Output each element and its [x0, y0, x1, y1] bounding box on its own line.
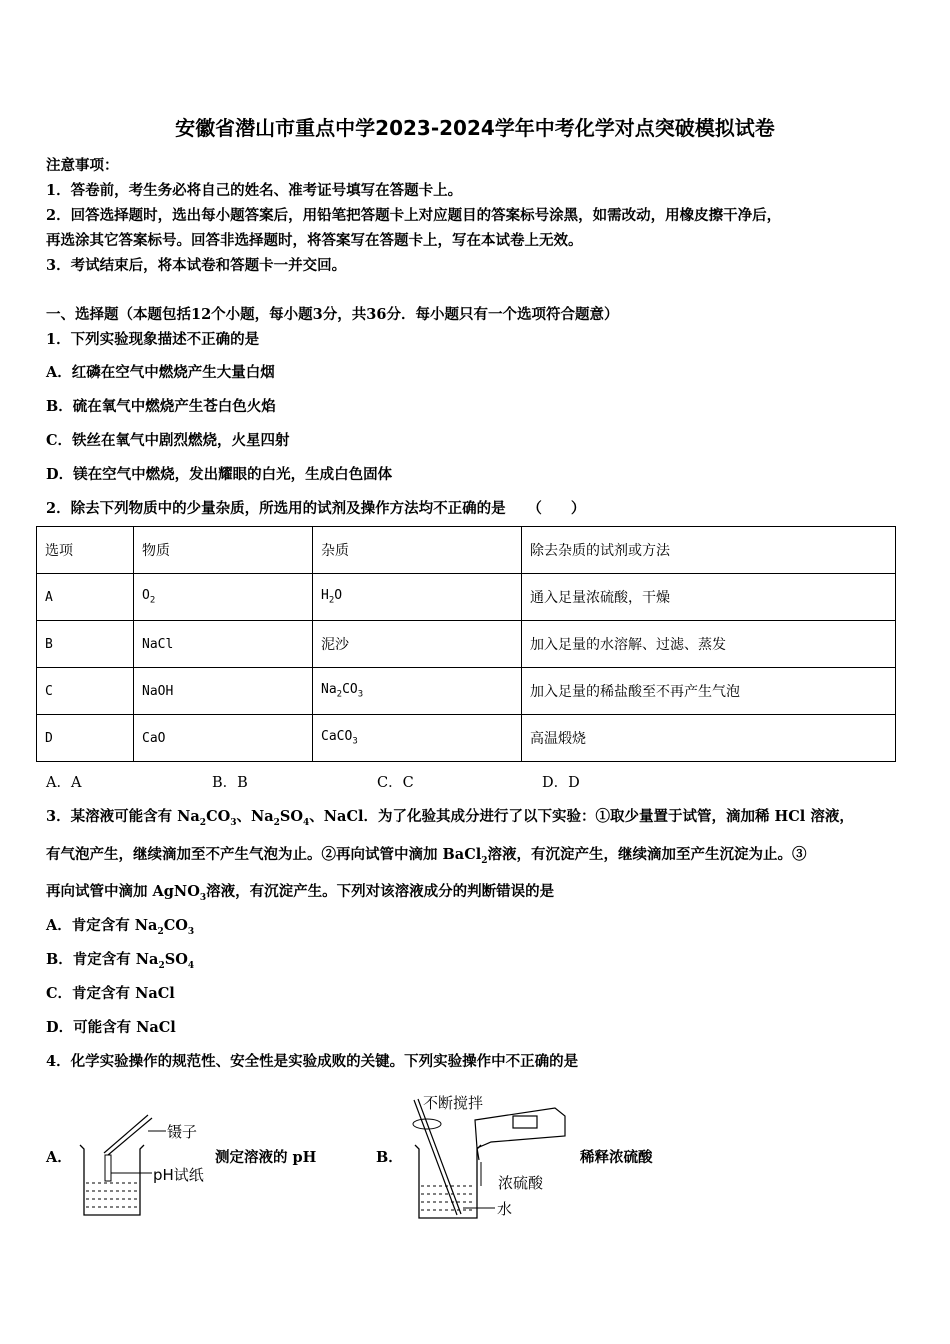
q1-option-b: B．硫在氧气中燃烧产生苍白色火焰	[46, 398, 276, 415]
q2-stem: 2．除去下列物质中的少量杂质，所选用的试剂及操作方法均不正确的是 （ ）	[46, 500, 586, 517]
tweezers-label: 镊子	[167, 1123, 198, 1141]
row-option: A	[37, 574, 134, 621]
q3-option-d: D．可能含有 NaCl	[46, 1019, 176, 1036]
q1-option-c: C．铁丝在氧气中剧烈燃烧，火星四射	[46, 432, 290, 449]
water-label: 水	[497, 1200, 513, 1218]
row-impurity: CaCO$_3$	[313, 715, 522, 762]
ph-paper-label: pH试纸	[153, 1166, 204, 1184]
row-substance: NaOH	[134, 668, 313, 715]
header-option: 选项	[37, 527, 134, 574]
q4-option-a-label: A．	[46, 1149, 72, 1166]
q3-line-2: 有气泡产生，继续滴加至不产生气泡为止。②再向试管中滴加 BaCl$_2$溶液，有沉淀产生，继续滴加至产生沉淀为止。③	[46, 846, 807, 866]
q2-table	[36, 526, 896, 762]
q4-stem: 4．化学实验操作的规范性、安全性是实验成败的关键。下列实验操作中不正确的是	[46, 1053, 579, 1070]
row-method: 高温煅烧	[522, 715, 896, 762]
q3-option-a: A．肯定含有 $Na_2CO_3$	[46, 917, 195, 937]
table-header-row	[37, 527, 896, 574]
stir-label: 不断搅拌	[423, 1094, 484, 1112]
row-substance: CaO	[134, 715, 313, 762]
beaker-icon	[415, 1145, 481, 1218]
notice-heading: 注意事项：	[46, 157, 119, 174]
q4-option-b-label: B．	[376, 1149, 403, 1166]
q3-option-b: B．肯定含有 $Na_2SO_4$	[46, 951, 195, 971]
q1-option-a: A．红磷在空气中燃烧产生大量白烟	[46, 364, 275, 381]
table-row	[37, 621, 896, 668]
table-row	[37, 668, 896, 715]
page-title: 安徽省潜山市重点中学2023-2024学年中考化学对点突破模拟试卷	[175, 116, 775, 140]
beaker-icon	[80, 1145, 144, 1215]
row-option: D	[37, 715, 134, 762]
table-row	[37, 574, 896, 621]
row-impurity: 泥沙	[313, 621, 522, 668]
row-substance: $O_2$	[134, 574, 313, 621]
section-heading: 一、选择题（本题包括12个小题，每小题3分，共36分．每小题只有一个选项符合题意）	[46, 306, 619, 323]
ph-paper-icon	[105, 1155, 111, 1181]
row-method: 加入足量的水溶解、过滤、蒸发	[522, 621, 896, 668]
tweezers-icon	[104, 1115, 152, 1155]
q4-option-b-caption: 稀释浓硫酸	[580, 1149, 653, 1166]
notice-line-2b: 再选涂其它答案标号。回答非选择题时，将答案写在答题卡上，写在本试卷上无效。	[46, 232, 583, 249]
q3-line-3: 再向试管中滴加 AgNO$_3$溶液，有沉淀产生。下列对该溶液成分的判断错误的是	[46, 883, 555, 903]
q3-option-c: C．肯定含有 NaCl	[46, 985, 175, 1002]
table-row	[37, 715, 896, 762]
glass-rod-icon	[414, 1099, 461, 1215]
q1-option-d: D．镁在空气中燃烧，发出耀眼的白光，生成白色固体	[46, 466, 393, 483]
header-method: 除去杂质的试剂或方法	[522, 527, 896, 574]
q2-answer-b: B．B	[212, 775, 248, 791]
acid-bottle-icon	[475, 1108, 565, 1160]
row-impurity: $H_2O$	[313, 574, 522, 621]
acid-label: 浓硫酸	[498, 1174, 544, 1192]
header-substance: 物质	[134, 527, 313, 574]
q3-line-1: 3．某溶液可能含有 $Na_2CO_3$、$Na_2SO_4$、NaCl．为了化验其成分进行了以下实验：①取少量置于试管，滴加稀 HCl 溶液，	[46, 808, 854, 828]
ph-test-figure	[70, 1105, 220, 1225]
q2-answer-a: A．A	[46, 775, 82, 791]
notice-line-2a: 2．回答选择题时，选出每小题答案后，用铅笔把答题卡上对应题目的答案标号涂黑，如需改动，用橡皮擦干净后，	[46, 207, 782, 224]
row-method: 加入足量的稀盐酸至不再产生气泡	[522, 668, 896, 715]
notice-line-1: 1．答卷前，考生务必将自己的姓名、准考证号填写在答题卡上。	[46, 182, 463, 199]
q1-stem: 1．下列实验现象描述不正确的是	[46, 331, 260, 348]
q4-option-a-caption: 测定溶液的 pH	[215, 1149, 317, 1166]
row-impurity: $Na_2CO_3$	[313, 668, 522, 715]
row-option: C	[37, 668, 134, 715]
solution-lines	[86, 1183, 138, 1207]
row-option: B	[37, 621, 134, 668]
q2-answer-d: D．D	[542, 775, 580, 791]
row-substance: NaCl	[134, 621, 313, 668]
notice-line-3: 3．考试结束后，将本试卷和答题卡一并交回。	[46, 257, 347, 274]
header-impurity: 杂质	[313, 527, 522, 574]
row-method: 通入足量浓硫酸，干燥	[522, 574, 896, 621]
q2-answer-c: C．C	[377, 775, 414, 791]
dilution-figure	[405, 1090, 585, 1225]
